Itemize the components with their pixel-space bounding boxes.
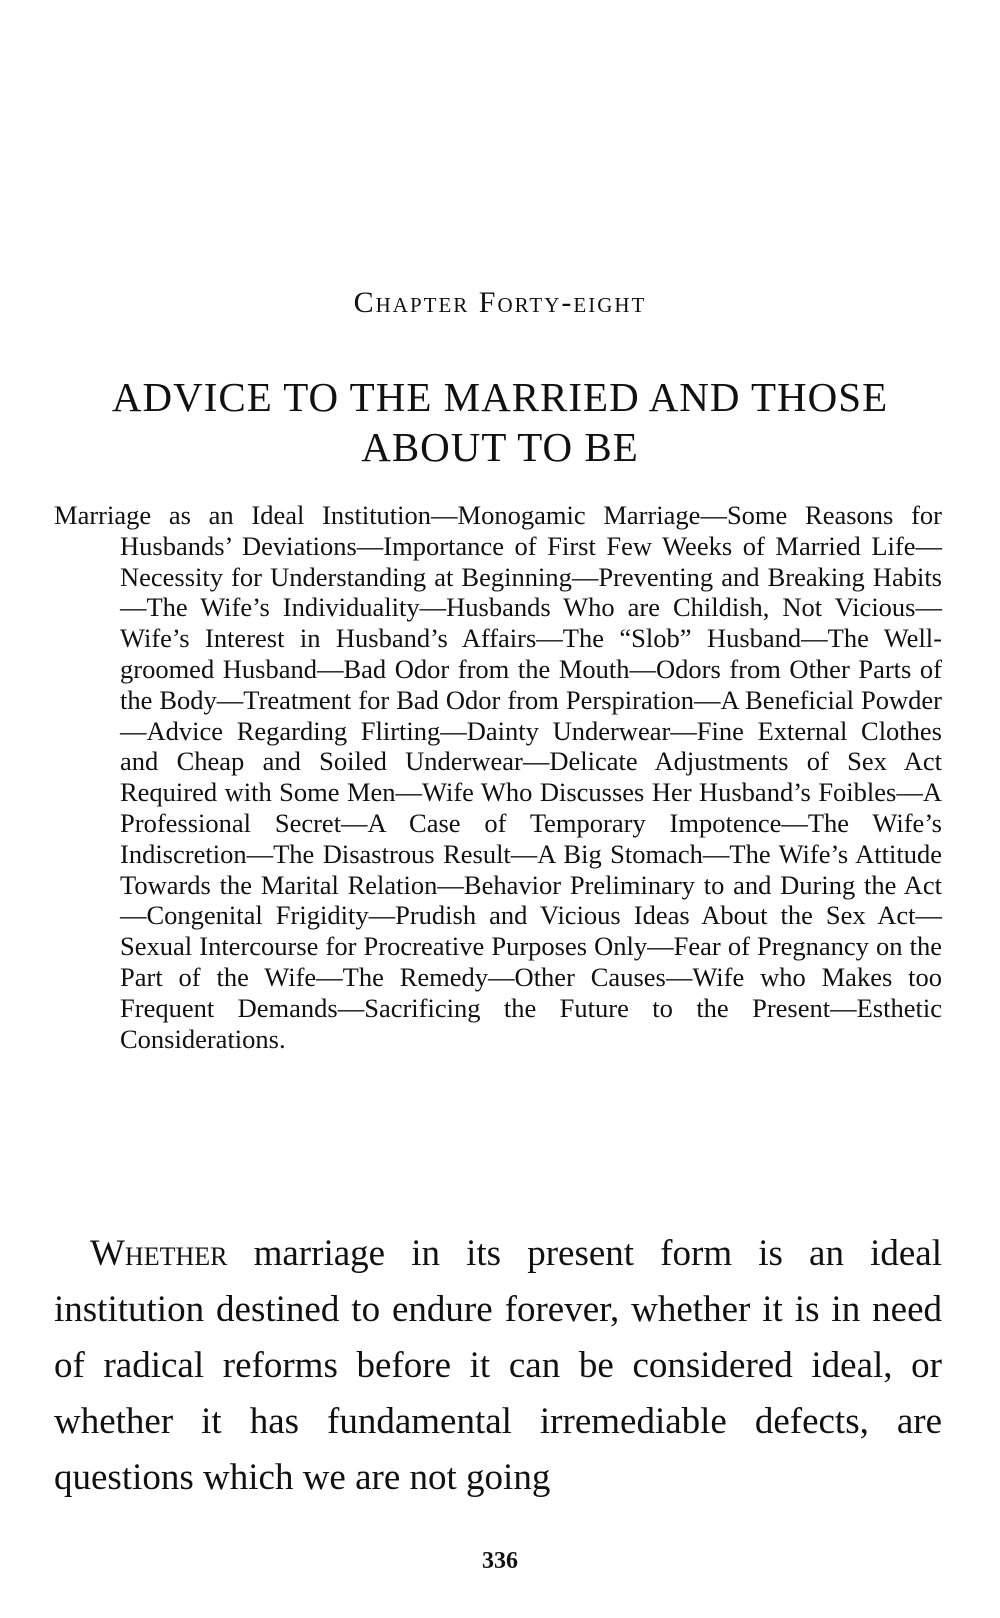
body-paragraph-text: marriage in its present form is an ideal institution destined to endure forever, whether it is in need of radical reforms before it can be considered ideal, or whether it has fundamental irremediable defects, are questions which we are not going [54,1233,942,1498]
chapter-title [0,372,1000,472]
chapter-label: Chapter Forty-eight [353,286,647,319]
chapter-synopsis: Marriage as an Ideal Institution—Monogamic Marriage—Some Reasons for Husbands’ Deviations—Importance of First Few Weeks of Married Life—Necessity for Understanding at Beginning—Preventing and Breaking Habits—The Wife’s Individuality—Husbands Who are Childish, Not Vicious—Wife’s Interest in Husband’s Affairs—The “Slob” Husband—The Well-groomed Husband—Bad Odor from the Mouth—Odors from Other Parts of the Body—Treatment for Bad Odor from Perspiration—A Beneficial Powder—Advice Regarding Flirting—Dainty Underwear—Fine External Clothes and Cheap and Soiled Underwear—Delicate Adjustments of Sex Act Required with Some Men—Wife Who Discusses Her Husband’s Foibles—A Professional Secret—A Case of Temporary Impotence—The Wife’s Indiscretion—The Disastrous Result—A Big Stomach—The Wife’s Attitude Towards the Marital Relation—Behavior Preliminary to and During the Act—Congenital Frigidity—Prudish and Vicious Ideas About the Sex Act—Sexual Intercourse for Procreative Purposes Only—Fear of Pregnancy on the Part of the Wife—The Remedy—Other Causes—Wife who Makes too Frequent Demands—Sacrificing the Future to the Present—Esthetic Considerations. [54,500,942,1054]
body-paragraph [54,1226,942,1506]
chapter-title-line-1: ADVICE TO THE MARRIED AND THOSE [111,374,889,420]
page-number: 336 [482,1548,518,1574]
chapter-title-line-2: ABOUT TO BE [361,424,639,470]
lead-word: Whether [90,1233,228,1274]
